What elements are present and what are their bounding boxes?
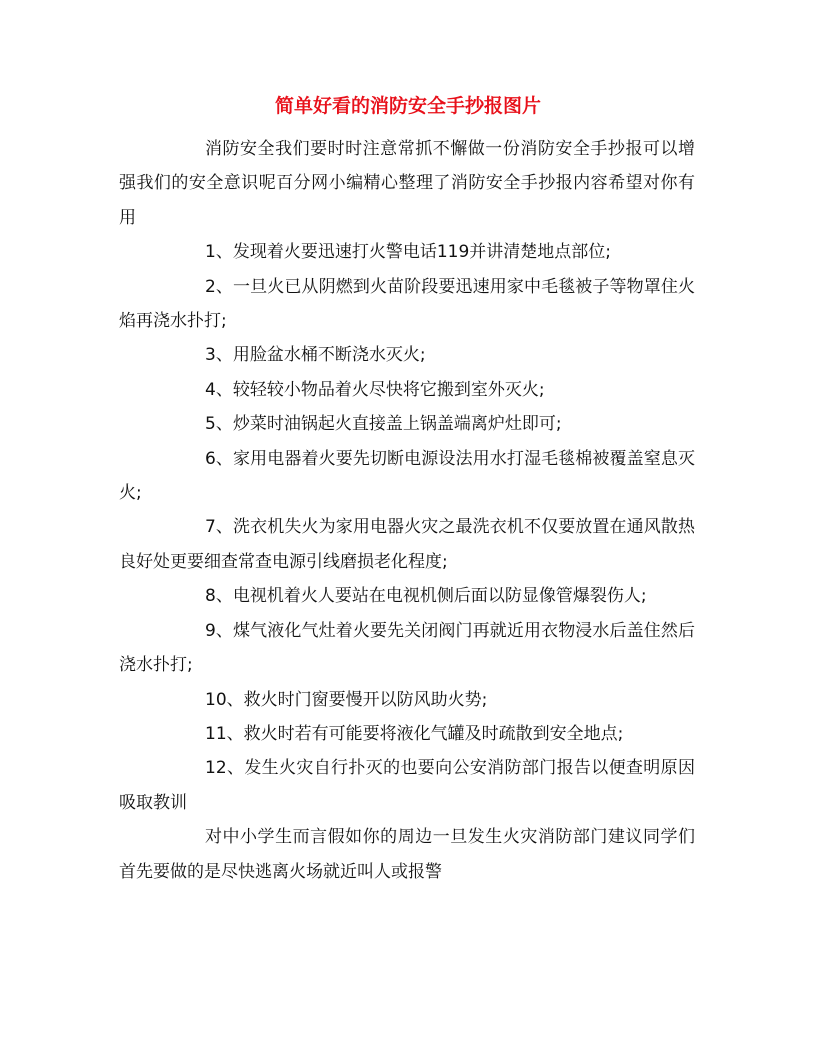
- tip-item-7: 7、洗衣机失火为家用电器火灾之最洗衣机不仅要放置在通风散热良好处更要细查常查电源引线磨损老化程度;: [119, 517, 695, 572]
- tip-item-1: 1、发现着火要迅速打火警电话119并讲清楚地点部位;: [205, 242, 611, 263]
- document-body: [119, 132, 695, 889]
- closing-paragraph: 对中小学生而言假如你的周边一旦发生火灾消防部门建议同学们首先要做的是尽快逃离火场就近叫人或报警: [119, 827, 695, 882]
- tip-item-10: 10、救火时门窗要慢开以防风助火势;: [205, 689, 488, 710]
- tip-item-9: 9、煤气液化气灶着火要先关闭阀门再就近用衣物浸水后盖住然后浇水扑打;: [119, 620, 695, 676]
- intro-paragraph: 消防安全我们要时时注意常抓不懈做一份消防安全手抄报可以增强我们的安全意识呢百分网小编精心整理了消防安全手抄报内容希望对你有用: [119, 139, 695, 228]
- tip-item-4: 4、较轻较小物品着火尽快将它搬到室外灭火;: [205, 379, 545, 400]
- tip-item-8: 8、电视机着火人要站在电视机侧后面以防显像管爆裂伤人;: [205, 586, 647, 607]
- tip-item-2: 2、一旦火已从阴燃到火苗阶段要迅速用家中毛毯被子等物罩住火焰再浇水扑打;: [119, 276, 695, 332]
- tip-item-11: 11、救火时若有可能要将液化气罐及时疏散到安全地点;: [205, 723, 624, 744]
- tip-item-3: 3、用脸盆水桶不断浇水灭火;: [205, 345, 426, 366]
- document-title: 简单好看的消防安全手抄报图片: [274, 95, 541, 117]
- tip-item-6: 6、家用电器着火要先切断电源设法用水打湿毛毯棉被覆盖窒息灭火;: [119, 448, 695, 504]
- tip-item-12: 12、发生火灾自行扑灭的也要向公安消防部门报告以便查明原因吸取教训: [119, 758, 695, 813]
- tip-item-5: 5、炒菜时油锅起火直接盖上锅盖端离炉灶即可;: [205, 414, 562, 435]
